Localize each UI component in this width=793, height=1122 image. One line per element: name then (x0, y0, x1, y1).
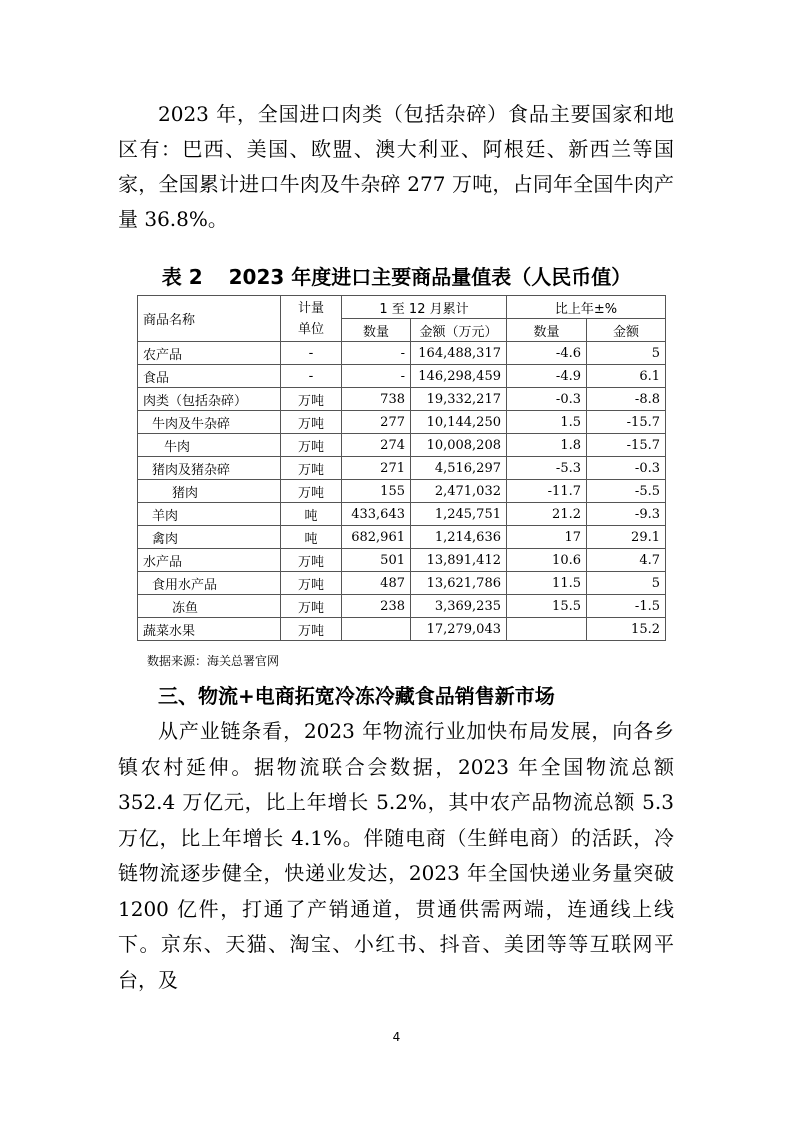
cell-yoy-amount: 29.1 (587, 526, 666, 549)
cell-quantity: 238 (342, 595, 411, 618)
body-paragraph: 从产业链条看，2023 年物流行业加快布局发展，向各乡镇农村延伸。据物流联合会数据，2023 年全国物流总额 352.4 万亿元，比上年增长 5.2%，其中农产品物流总额 5.3 万亿，比上年增长 4.1%。伴随电商（生鲜电商）的活跃，冷链物流逐步健全，快递业发达，2023 年全国快递业务量突破 1200 亿件，打通了产销通道，贯通供需两端，连通线上线下。京东、天猫、淘宝、小红书、抖音、美团等等互联网平台，及 (118, 719, 674, 992)
cell-quantity: 487 (342, 572, 411, 595)
intro-paragraph: 2023 年，全国进口肉类（包括杂碎）食品主要国家和地区有：巴西、美国、欧盟、澳大利亚、阿根廷、新西兰等国家，全国累计进口牛肉及牛杂碎 277 万吨，占同年全国牛肉产量 36.8%。 (118, 102, 674, 231)
cell-unit: 万吨 (281, 618, 342, 641)
cell-yoy-amount: -9.3 (587, 503, 666, 526)
import-table (137, 295, 666, 641)
cell-yoy-quantity: 17 (507, 526, 587, 549)
cell-unit: 万吨 (281, 434, 342, 457)
cell-name: 水产品 (138, 549, 281, 572)
cell-amount: 146,298,459 (411, 365, 507, 388)
cell-amount: 164,488,317 (411, 342, 507, 365)
section-heading: 三、物流+电商拓宽冷冻冷藏食品销售新市场 (158, 684, 555, 708)
header-quantity: 数量 (342, 319, 411, 342)
cell-quantity: - (342, 342, 411, 365)
table-row (138, 434, 666, 457)
table-row (138, 572, 666, 595)
cell-yoy-amount: 6.1 (587, 365, 666, 388)
table-row (138, 503, 666, 526)
cell-name: 牛肉 (138, 434, 281, 457)
header-amount: 金额（万元） (411, 319, 507, 342)
table-row (138, 342, 666, 365)
cell-amount: 10,144,250 (411, 411, 507, 434)
cell-amount: 3,369,235 (411, 595, 507, 618)
table-row (138, 480, 666, 503)
cell-yoy-amount: -5.5 (587, 480, 666, 503)
cell-quantity (342, 618, 411, 641)
cell-amount: 13,891,412 (411, 549, 507, 572)
header-yoy-quantity: 数量 (507, 319, 587, 342)
cell-quantity: 682,961 (342, 526, 411, 549)
cell-yoy-amount: -15.7 (587, 411, 666, 434)
cell-name: 羊肉 (138, 503, 281, 526)
header-cumulative: 1 至 12 月累计 (342, 296, 507, 319)
cell-name: 农产品 (138, 342, 281, 365)
header-unit (281, 296, 342, 342)
cell-amount: 19,332,217 (411, 388, 507, 411)
cell-quantity: - (342, 365, 411, 388)
cell-yoy-amount: -1.5 (587, 595, 666, 618)
cell-quantity: 277 (342, 411, 411, 434)
table-row (138, 595, 666, 618)
cell-yoy-quantity: 15.5 (507, 595, 587, 618)
cell-amount: 13,621,786 (411, 572, 507, 595)
table-label: 表 2 (161, 265, 203, 289)
cell-name: 猪肉及猪杂碎 (138, 457, 281, 480)
table-row (138, 365, 666, 388)
page-number: 4 (392, 1030, 401, 1044)
cell-unit: - (281, 365, 342, 388)
header-yoy: 比上年±% (507, 296, 666, 319)
cell-unit: 万吨 (281, 480, 342, 503)
cell-yoy-amount: 5 (587, 342, 666, 365)
cell-yoy-quantity (507, 618, 587, 641)
cell-yoy-amount: -15.7 (587, 434, 666, 457)
cell-unit: 万吨 (281, 549, 342, 572)
cell-yoy-quantity: -5.3 (507, 457, 587, 480)
cell-unit: 万吨 (281, 411, 342, 434)
cell-yoy-amount: -8.8 (587, 388, 666, 411)
table-row (138, 549, 666, 572)
header-yoy-amount: 金额 (587, 319, 666, 342)
table-row (138, 388, 666, 411)
cell-name: 牛肉及牛杂碎 (138, 411, 281, 434)
table-row (138, 457, 666, 480)
cell-quantity: 271 (342, 457, 411, 480)
table-row (138, 411, 666, 434)
cell-name: 蔬菜水果 (138, 618, 281, 641)
cell-unit: 吨 (281, 526, 342, 549)
cell-unit: - (281, 342, 342, 365)
cell-name: 肉类（包括杂碎） (138, 388, 281, 411)
cell-name: 食品 (138, 365, 281, 388)
cell-amount: 1,214,636 (411, 526, 507, 549)
cell-amount: 1,245,751 (411, 503, 507, 526)
cell-yoy-quantity: 21.2 (507, 503, 587, 526)
cell-quantity: 433,643 (342, 503, 411, 526)
cell-name: 冻鱼 (138, 595, 281, 618)
cell-name: 猪肉 (138, 480, 281, 503)
cell-yoy-quantity: 1.8 (507, 434, 587, 457)
cell-amount: 4,516,297 (411, 457, 507, 480)
cell-amount: 17,279,043 (411, 618, 507, 641)
cell-yoy-amount: -0.3 (587, 457, 666, 480)
cell-quantity: 155 (342, 480, 411, 503)
source-note: 数据来源：海关总署官网 (147, 654, 280, 668)
cell-yoy-quantity: 1.5 (507, 411, 587, 434)
cell-yoy-amount: 5 (587, 572, 666, 595)
cell-yoy-amount: 15.2 (587, 618, 666, 641)
table-row (138, 618, 666, 641)
cell-yoy-quantity: 10.6 (507, 549, 587, 572)
header-unit-label: 计量单位 (297, 300, 324, 337)
cell-amount: 2,471,032 (411, 480, 507, 503)
table-row (138, 526, 666, 549)
cell-yoy-amount: 4.7 (587, 549, 666, 572)
cell-unit: 万吨 (281, 595, 342, 618)
cell-quantity: 501 (342, 549, 411, 572)
cell-amount: 10,008,208 (411, 434, 507, 457)
cell-yoy-quantity: -4.6 (507, 342, 587, 365)
table-title-text: 2023 年度进口主要商品量值表（人民币值） (228, 265, 632, 289)
cell-unit: 吨 (281, 503, 342, 526)
cell-unit: 万吨 (281, 388, 342, 411)
cell-yoy-quantity: -11.7 (507, 480, 587, 503)
cell-name: 食用水产品 (138, 572, 281, 595)
cell-unit: 万吨 (281, 457, 342, 480)
cell-quantity: 274 (342, 434, 411, 457)
cell-yoy-quantity: -4.9 (507, 365, 587, 388)
cell-yoy-quantity: 11.5 (507, 572, 587, 595)
cell-yoy-quantity: -0.3 (507, 388, 587, 411)
cell-name: 禽肉 (138, 526, 281, 549)
cell-quantity: 738 (342, 388, 411, 411)
cell-unit: 万吨 (281, 572, 342, 595)
table-title (0, 261, 793, 290)
header-name: 商品名称 (138, 296, 281, 342)
